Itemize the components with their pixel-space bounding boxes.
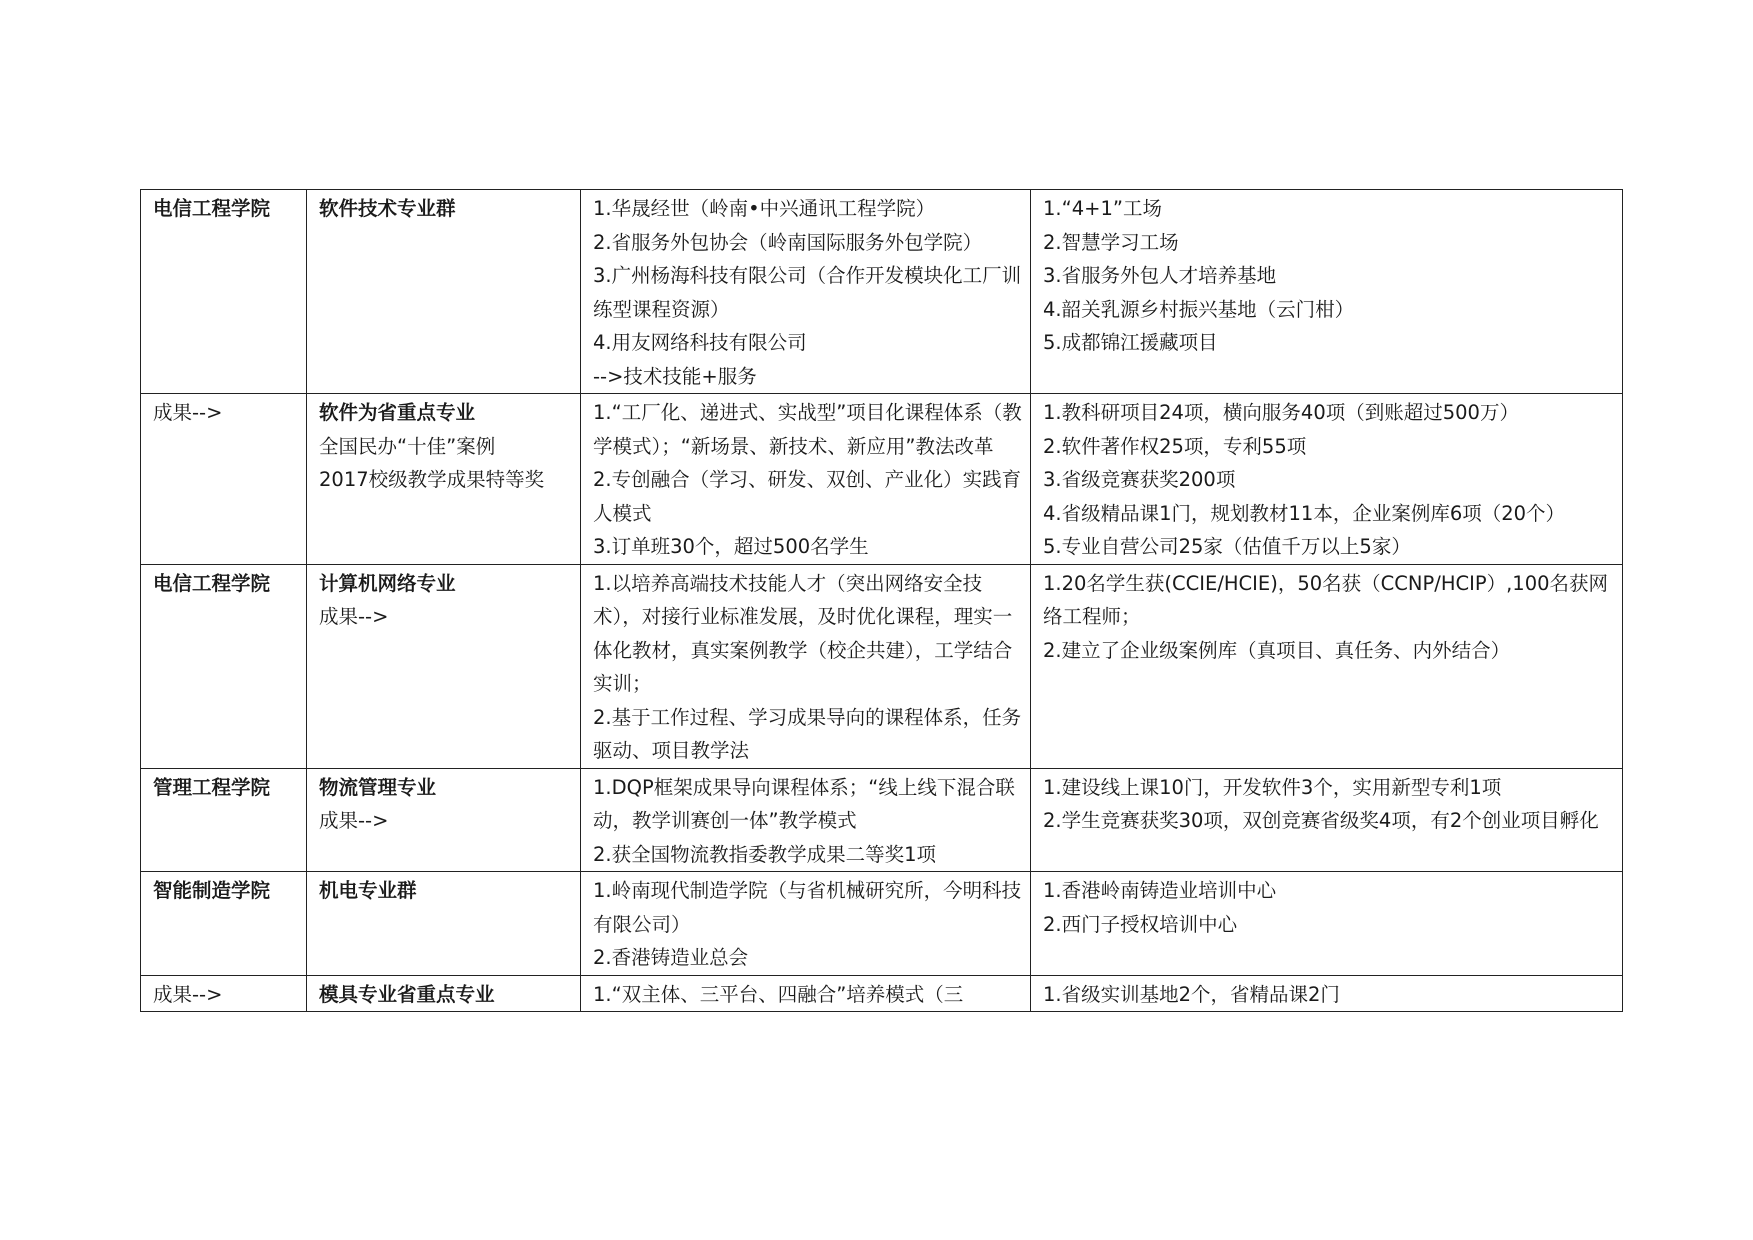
outcome-item: 2.学生竞赛获奖30项，双创竞赛省级奖4项，有2个创业项目孵化 (1043, 809, 1599, 832)
program-cell (307, 975, 581, 1012)
outcomes-cell (1031, 768, 1623, 872)
program-note: 成果--> (319, 605, 389, 628)
partners-cell (581, 564, 1031, 768)
outcome-item: 4.韶关乳源乡村振兴基地（云门柑） (1043, 297, 1355, 321)
partner-item: 1.以培养高端技术技能人才（突出网络安全技术），对接行业标准发展，及时优化课程，理实一体化教材，真实案例教学（校企共建），工学结合实训； (593, 571, 1013, 695)
partner-item: 2.专创融合（学习、研发、双创、产业化）实践育人模式 (593, 468, 1022, 525)
college-cell (141, 768, 307, 872)
outcome-item: 1.20名学生获(CCIE/HCIE)，50名获（CCNP/HCIP）,100名获网络工程师； (1043, 571, 1609, 628)
program-title: 物流管理专业 (319, 775, 437, 799)
table-row (141, 564, 1623, 768)
outcome-item: 2.软件著作权25项，专利55项 (1043, 434, 1307, 458)
partner-item: 1.华晟经世（岭南•中兴通讯工程学院） (593, 197, 936, 220)
outcome-item: 1.教科研项目24项，横向服务40项（到账超过500万） (1043, 401, 1519, 424)
college-name: 电信工程学院 (153, 571, 271, 595)
table-row (141, 768, 1623, 872)
outcome-item: 2.西门子授权培训中心 (1043, 912, 1238, 936)
outcomes-cell (1031, 975, 1623, 1012)
program-cell (307, 768, 581, 872)
table-row (141, 975, 1623, 1012)
table-row (141, 190, 1623, 394)
outcome-item: 5.专业自营公司25家（估值千万以上5家） (1043, 535, 1411, 558)
program-title: 机电专业群 (319, 879, 417, 902)
outcomes-cell (1031, 872, 1623, 976)
outcome-item: 3.省级竞赛获奖200项 (1043, 468, 1236, 491)
program-note: 2017校级教学成果特等奖 (319, 468, 545, 491)
college-name: 成果--> (153, 982, 223, 1006)
partner-item: -->技术技能+服务 (593, 364, 757, 388)
table-row (141, 872, 1623, 976)
table-row (141, 394, 1623, 565)
college-name: 成果--> (153, 401, 223, 424)
outcomes-cell (1031, 394, 1623, 565)
partner-item: 1.岭南现代制造学院（与省机械研究所，今明科技有限公司） (593, 879, 1022, 936)
program-note: 成果--> (319, 809, 389, 832)
partner-item: 2.省服务外包协会（岭南国际服务外包学院） (593, 230, 983, 254)
partner-item: 1.“双主体、三平台、四融合”培养模式（三 (593, 982, 964, 1006)
college-cell (141, 975, 307, 1012)
partner-item: 1.“工厂化、递进式、实战型”项目化课程体系（教学模式）；“新场景、新技术、新应用”教法改革 (593, 401, 1022, 458)
outcome-item: 4.省级精品课1门，规划教材11本，企业案例库6项（20个） (1043, 501, 1566, 525)
outcome-item: 1.省级实训基地2个，省精品课2门 (1043, 982, 1340, 1006)
document-table-container (140, 189, 1622, 1012)
outcome-item: 3.省服务外包人才培养基地 (1043, 264, 1277, 287)
college-cell (141, 190, 307, 394)
program-title: 计算机网络专业 (319, 571, 456, 595)
partners-cell (581, 190, 1031, 394)
partners-cell (581, 768, 1031, 872)
partners-cell (581, 975, 1031, 1012)
outcome-item: 2.建立了企业级案例库（真项目、真任务、内外结合） (1043, 638, 1511, 662)
outcome-item: 1.建设线上课10门，开发软件3个，实用新型专利1项 (1043, 775, 1502, 799)
college-cell (141, 872, 307, 976)
program-cell (307, 394, 581, 565)
college-name: 智能制造学院 (153, 879, 271, 902)
outcome-item: 1.“4+1”工场 (1043, 197, 1162, 220)
college-cell (141, 564, 307, 768)
outcomes-cell (1031, 564, 1623, 768)
partner-item: 2.基于工作过程、学习成果导向的课程体系，任务驱动、项目教学法 (593, 705, 1022, 762)
partners-cell (581, 872, 1031, 976)
college-name: 电信工程学院 (153, 197, 271, 220)
program-title: 模具专业省重点专业 (319, 982, 495, 1006)
outcome-item: 1.香港岭南铸造业培训中心 (1043, 879, 1277, 902)
program-cell (307, 872, 581, 976)
program-title: 软件技术专业群 (319, 197, 456, 220)
partner-item: 2.香港铸造业总会 (593, 946, 749, 969)
partners-cell (581, 394, 1031, 565)
program-cell (307, 564, 581, 768)
college-name: 管理工程学院 (153, 775, 271, 799)
college-cell (141, 394, 307, 565)
college-achievements-table (140, 189, 1623, 1012)
outcome-item: 2.智慧学习工场 (1043, 230, 1179, 254)
partner-item: 2.获全国物流教指委教学成果二等奖1项 (593, 842, 937, 866)
outcomes-cell (1031, 190, 1623, 394)
partner-item: 3.订单班30个，超过500名学生 (593, 535, 869, 558)
partner-item: 3.广州杨海科技有限公司（合作开发模块化工厂训练型课程资源） (593, 264, 1022, 321)
table-body (141, 190, 1623, 1012)
program-cell (307, 190, 581, 394)
partner-item: 1.DQP框架成果导向课程体系；“线上线下混合联动，教学训赛创一体”教学模式 (593, 775, 1015, 832)
program-title: 软件为省重点专业 (319, 401, 476, 424)
program-note: 全国民办“十佳”案例 (319, 434, 496, 458)
outcome-item: 5.成都锦江援藏项目 (1043, 331, 1218, 354)
partner-item: 4.用友网络科技有限公司 (593, 331, 807, 354)
